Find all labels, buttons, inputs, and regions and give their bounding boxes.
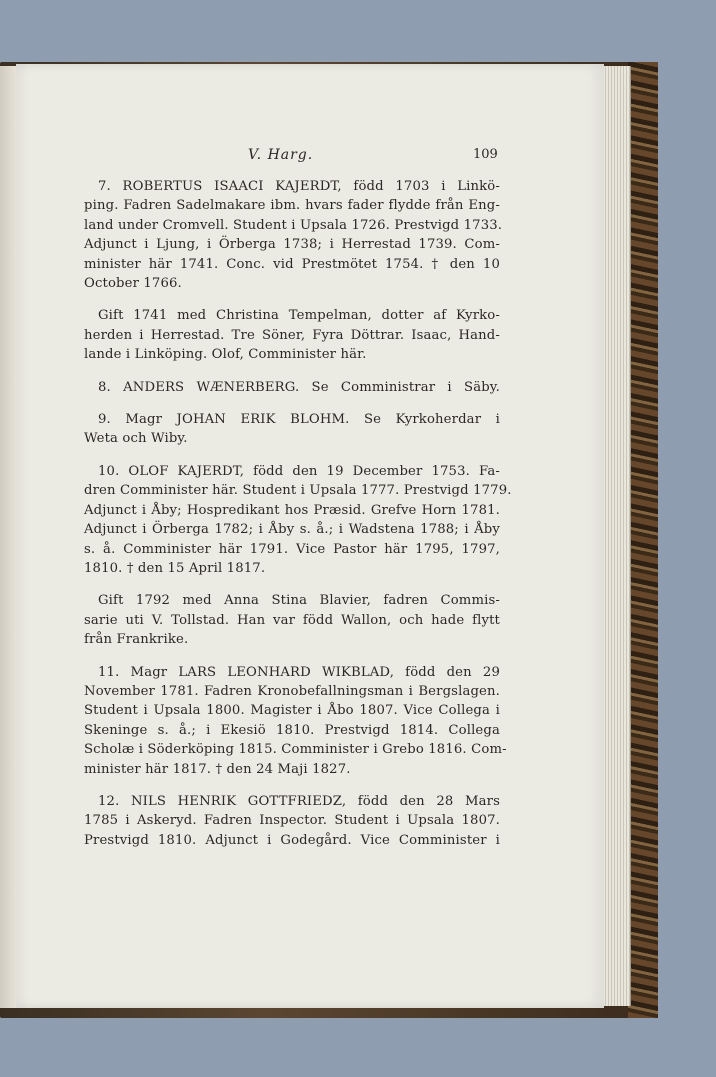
text-line: Adjunct i Örberga 1782; i Åby s. å.; i Wadstena 1788; i Åby (84, 522, 500, 538)
text-line: 11. Magr LARS LEONHARD WIKBLAD, född den 29 (98, 664, 500, 680)
text-line: Gift 1792 med Anna Stina Blavier, fadren Commis- (98, 593, 500, 609)
text-line: dren Comminister här. Student i Upsala 1777. Prestvigd 1779. (84, 483, 512, 499)
text-line: Prestvigd 1810. Adjunct i Godegård. Vice Comminister i (84, 832, 500, 848)
entry-paragraph (72, 410, 500, 449)
body-text (72, 177, 512, 863)
text-line: lande i Linköping. Olof, Comminister här. (84, 347, 367, 363)
text-line: Gift 1741 med Christina Tempelman, dotter af Kyrko- (98, 308, 500, 324)
text-line: 12. NILS HENRIK GOTTFRIEDZ, född den 28 Mars (98, 793, 500, 809)
text-line: sarie uti V. Tollstad. Han var född Wallon, och hade flytt (84, 612, 500, 628)
marbled-edge (628, 62, 658, 1018)
text-line: minister här 1817. † den 24 Maji 1827. (84, 761, 351, 777)
text-line: 1785 i Askeryd. Fadren Inspector. Student i Upsala 1807. (84, 813, 500, 829)
text-line: 9. Magr JOHAN ERIK BLOHM. Se Kyrkoherdar i (98, 412, 500, 428)
text-line: s. å. Comminister här 1791. Vice Pastor här 1795, 1797, (84, 541, 500, 557)
text-line: 10. OLOF KAJERDT, född den 19 December 1753. Fa- (98, 463, 500, 479)
text-line: land under Cromvell. Student i Upsala 1726. Prestvigd 1733. (84, 217, 503, 233)
page-number: 109 (473, 147, 498, 162)
previous-page-edge (0, 66, 17, 1008)
running-head: V. Harg. (248, 147, 314, 163)
text-line: från Frankrike. (84, 632, 189, 648)
text-line: Skeninge s. å.; i Ekesiö 1810. Prestvigd 1814. Collega (84, 722, 500, 738)
text-line: 1810. † den 15 April 1817. (84, 560, 266, 576)
text-line: ping. Fadren Sadelmakare ibm. hvars fader flydde från Eng- (84, 198, 500, 214)
page-header (16, 147, 604, 167)
book-page (16, 64, 604, 1008)
marriage-paragraph (72, 591, 500, 649)
entry-paragraph (72, 378, 500, 397)
text-line: minister här 1741. Conc. vid Prestmötet 1754. † den 10 (84, 256, 500, 272)
text-line: Adjunct i Ljung, i Örberga 1738; i Herrestad 1739. Com- (84, 237, 500, 253)
text-line: Weta och Wiby. (84, 431, 188, 447)
text-line: November 1781. Fadren Kronobefallningsman i Bergslagen. (84, 683, 500, 699)
text-line: 8. ANDERS WÆNERBERG. Se Comministrar i Säby. (98, 379, 500, 395)
marriage-paragraph (72, 306, 500, 364)
entry-paragraph (72, 462, 512, 578)
text-line: October 1766. (84, 276, 182, 292)
entry-paragraph (72, 792, 500, 850)
text-line: herden i Herrestad. Tre Söner, Fyra Döttrar. Isaac, Hand- (84, 327, 500, 343)
entry-paragraph (72, 177, 503, 293)
text-line: 7. ROBERTUS ISAACI KAJERDT, född 1703 i Linkö- (98, 179, 500, 194)
text-line: Adjunct i Åby; Hospredikant hos Præsid. Grefve Horn 1781. (84, 502, 500, 518)
text-line: Scholæ i Söderköping 1815. Comminister i Grebo 1816. Com- (84, 742, 507, 758)
text-line: Student i Upsala 1800. Magister i Åbo 1807. Vice Collega i (84, 703, 500, 719)
entry-paragraph (72, 663, 507, 779)
page-block-edges (600, 66, 631, 1006)
